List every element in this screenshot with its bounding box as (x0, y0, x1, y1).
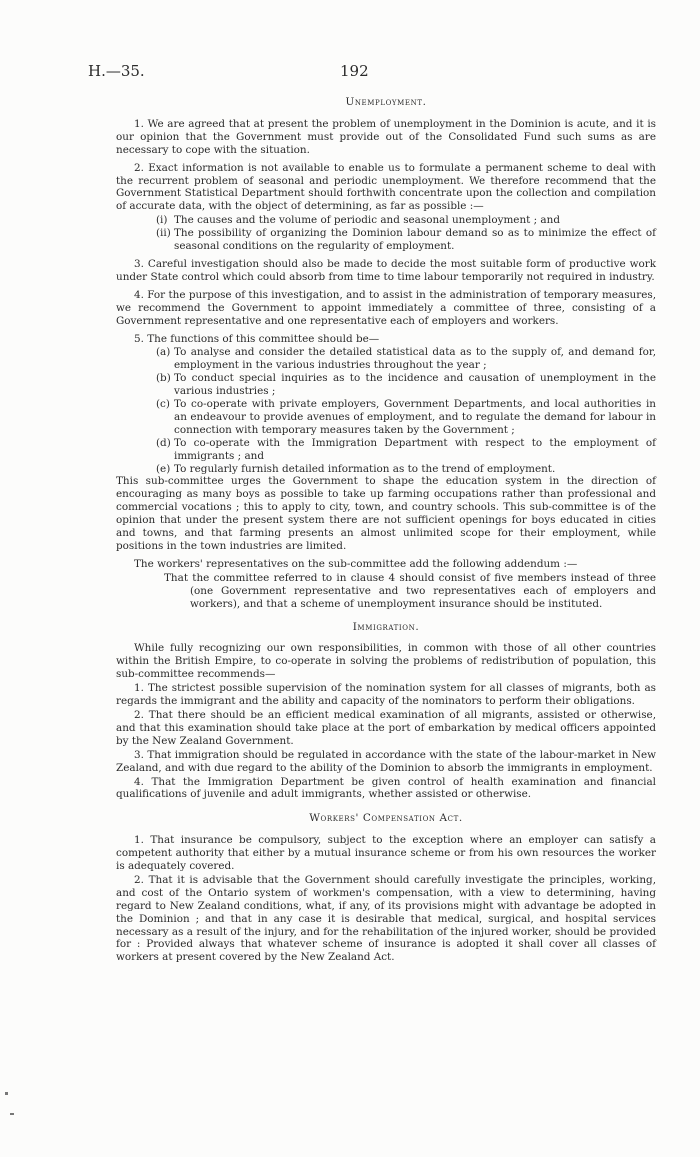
section-heading-immigration: Immigration. (352, 620, 420, 633)
paragraph: 3. That immigration should be regulated in accordance with the state of the labour-market in New Zealand, and with due regard to the ability of the Dominion to absorb the immigrants in employment. (116, 748, 656, 774)
scan-speck (10, 1113, 14, 1115)
section-heading-workers-compensation: Workers' Compensation Act. (309, 812, 463, 825)
list-item-text: To co-operate with private employers, Government Departments, and local authorities in an endeavour to provide avenues of employment, and to regulate the demand for labour in connection with temporary measures taken by the Government ; (174, 398, 656, 436)
list-item (156, 463, 656, 476)
list-item-text: To analyse and consider the detailed statistical data as to the supply of, and demand for, employment in the various industries throughout the year ; (174, 346, 656, 372)
list-item (156, 372, 656, 398)
list-item-text: The possibility of organizing the Dominion labour demand so as to minimize the effect of seasonal conditions on the regularity of employment. (174, 227, 656, 253)
paragraph: 3. Careful investigation should also be made to decide the most suitable form of productive work under State control which could absorb from time to time labour temporarily not required in industry. (116, 257, 656, 283)
section-heading-unemployment: Unemployment. (345, 96, 427, 108)
list-item-text: To co-operate with the Immigration Department with respect to the employment of immigrants ; and (174, 436, 656, 462)
scan-speck (5, 1092, 8, 1095)
list-item-text: To regularly furnish detailed information as to the trend of employment. (174, 462, 556, 475)
paragraph: While fully recognizing our own responsibilities, in common with those of all other countries within the British Empire, to co-operate in solving the problems of redistribution of population, this sub-committee recommends— (116, 642, 656, 681)
list-item-text: The causes and the volume of periodic and seasonal unemployment ; and (174, 214, 560, 227)
list-marker: (ii) (156, 227, 171, 240)
paragraph: 2. Exact information is not available to enable us to formulate a permanent scheme to deal with the recurrent problem of seasonal and periodic unemployment. We therefore recommend that the Government Statistical Department should forthwith concentrate upon the collection and compilation of accurate data, with the object of determining, as far as possible :— (116, 161, 656, 213)
list-marker: (c) (156, 398, 170, 411)
list-marker: (d) (156, 436, 171, 449)
paragraph: 4. That the Immigration Department be given control of health examination and financial qualifications of juvenile and adult immigrants, whether assisted or otherwise. (116, 775, 656, 801)
page-number: 192 (340, 62, 369, 80)
paragraph: 5. The functions of this committee should be— (134, 332, 380, 345)
list-marker: (e) (156, 462, 171, 475)
paragraph: The workers' representatives on the sub-committee add the following addendum :— (134, 557, 578, 570)
document-reference: H.—35. (88, 62, 145, 80)
list-marker: (b) (156, 372, 171, 385)
list-item (156, 227, 656, 253)
paragraph: 1. The strictest possible supervision of the nomination system for all classes of migrants, both as regards the immigrant and the ability and capacity of the nominators to perform their obligations. (116, 682, 656, 708)
list-item (156, 214, 656, 227)
paragraph: This sub-committee urges the Government to shape the education system in the direction of encouraging as many boys as possible to take up farming occupations rather than professional and commercial vocations ; this to apply to city, town, and country schools. This sub-committee is of the opinion that under the present system there are not sufficient openings for boys educated in cities and towns, and that farming presents an almost unlimited scope for their employment, while positions in the town industries are limited. (116, 475, 656, 552)
addendum-paragraph: That the committee referred to in clause 4 should consist of five members instead of three (one Government representative and two representatives each of employers and workers), and that a scheme of unemployment insurance should be instituted. (164, 571, 656, 610)
paragraph: 2. That it is advisable that the Government should carefully investigate the principles, working, and cost of the Ontario system of workmen's compensation, with a view to determining, having regard to New Zealand conditions, what, if any, of its provisions might with advantage be adopted in the Dominion ; and that in any case it is desirable that medical, surgical, and hospital services necessary as a result of the injury, and for the rehabilitation of the injured worker, should be provided for : Provided always that whatever scheme of insurance is adopted it shall cover all classes of workers at present covered by the New Zealand Act. (116, 873, 656, 964)
list-item (156, 437, 656, 463)
paragraph: 1. That insurance be compulsory, subject to the exception where an employer can satisfy a competent authority that either by a mutual insurance scheme or from his own resources the worker is adequately covered. (116, 834, 656, 873)
list-item (156, 398, 656, 437)
list-item (156, 346, 656, 372)
list-marker: (i) (156, 214, 168, 227)
list-marker: (a) (156, 346, 171, 359)
document-body (116, 96, 656, 969)
list-item-text: To conduct special inquiries as to the incidence and causation of unemployment in the various industries ; (174, 372, 656, 398)
paragraph: 4. For the purpose of this investigation, and to assist in the administration of temporary measures, we recommend the Government to appoint immediately a committee of three, consisting of a Government representative and one representative each of employers and workers. (116, 288, 656, 327)
paragraph: 2. That there should be an efficient medical examination of all migrants, assisted or otherwise, and that this examination should take place at the port of embarkation by medical officers appointed by the New Zealand Government. (116, 708, 656, 747)
paragraph: 1. We are agreed that at present the problem of unemployment in the Dominion is acute, and it is our opinion that the Government must provide out of the Consolidated Fund such sums as are necessary to cope with the situation. (116, 117, 656, 156)
